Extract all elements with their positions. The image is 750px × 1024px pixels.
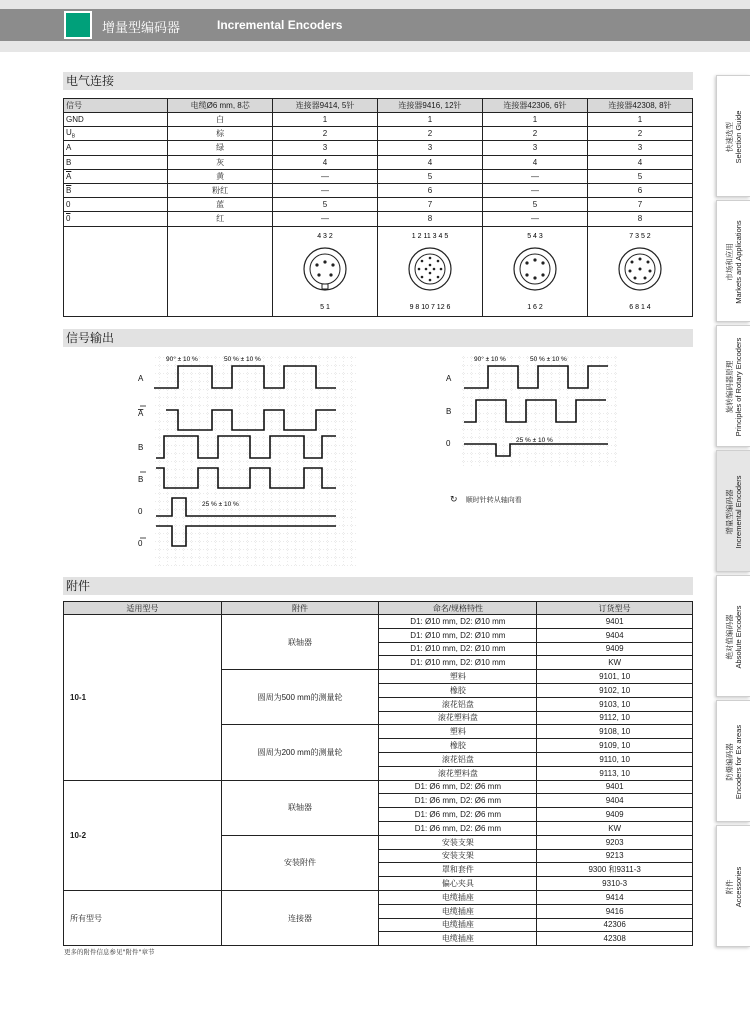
pins-top-9414: 4 3 2 xyxy=(317,233,333,240)
order-code-cell: 9113, 10 xyxy=(537,766,693,780)
connector-9414-diagram xyxy=(275,227,375,313)
cell-text: 棕 xyxy=(216,129,225,139)
footnote: 更多的附件信息参见"附件"章节 xyxy=(64,948,155,956)
pin-cell xyxy=(482,212,587,226)
cell-text: — xyxy=(320,186,329,196)
cell-text: 粉红 xyxy=(212,186,229,196)
pin-cell xyxy=(272,113,377,127)
cell-text: 4 xyxy=(532,157,538,167)
side-tab[interactable] xyxy=(716,325,750,447)
order-code-cell: 9108, 10 xyxy=(537,725,693,739)
col-9414: 连接器9414, 5针 xyxy=(272,99,377,113)
signal-cell xyxy=(64,113,168,127)
pin-cell xyxy=(377,212,482,226)
pin-cell xyxy=(377,155,482,169)
order-code-cell: 9409 xyxy=(537,642,693,656)
side-tab-label xyxy=(725,606,743,669)
section-signal-title: 信号输出 xyxy=(63,329,693,347)
ub-main: U xyxy=(66,127,72,137)
spec-cell: D1: Ø10 mm, D2: Ø10 mm xyxy=(379,615,537,629)
connector-42308 xyxy=(587,226,692,316)
cell-text: 绿 xyxy=(216,143,225,153)
electrical-row xyxy=(64,169,693,183)
electrical-row xyxy=(64,155,693,169)
spec-cell: 滚花塑料盘 xyxy=(379,766,537,780)
duty-label-left: 90° ± 10 % xyxy=(166,356,198,363)
order-code-cell: 9416 xyxy=(537,904,693,918)
pin-cell xyxy=(168,169,273,183)
pin-cell xyxy=(377,127,482,141)
spec-cell: 电缆插座 xyxy=(379,904,537,918)
clockwise-icon: ↻ xyxy=(450,495,458,505)
header-title-zh: 增量型编码器 xyxy=(102,21,181,36)
label-b-right: B xyxy=(446,407,452,416)
connector-9416-diagram xyxy=(380,227,480,313)
pin-cell xyxy=(482,113,587,127)
label-zero: 0 xyxy=(138,507,143,516)
electrical-row xyxy=(64,113,693,127)
col-42308: 连接器42308, 8针 xyxy=(587,99,692,113)
cell-text: 3 xyxy=(427,143,433,153)
tab-label-zh: 快速选型 xyxy=(725,122,734,153)
spec-cell: 塑料 xyxy=(379,725,537,739)
cell-text: 5 xyxy=(322,200,328,210)
signal-cell xyxy=(64,212,168,226)
pins-bottom-9414: 5 1 xyxy=(320,304,330,311)
cell-text: 1 xyxy=(637,115,643,125)
signal-cell xyxy=(64,183,168,197)
spec-cell: 偏心夹具 xyxy=(379,877,537,891)
cell-text: 0 xyxy=(66,214,71,224)
cell-text: 1 xyxy=(322,115,328,125)
cell-text: — xyxy=(530,171,539,181)
cell-text: 1 xyxy=(427,115,433,125)
pin-cell xyxy=(272,198,377,212)
cell-text: 3 xyxy=(532,143,538,153)
pin-cell xyxy=(587,198,692,212)
pins-top-9416: 1 2 11 3 4 5 xyxy=(411,233,449,240)
spec-cell: D1: Ø10 mm, D2: Ø10 mm xyxy=(379,628,537,642)
order-code-cell: 9401 xyxy=(537,780,693,794)
pin-cell xyxy=(377,113,482,127)
signal-diagram-right xyxy=(440,350,620,468)
cell-text: 3 xyxy=(322,143,328,153)
order-code-cell: 9101, 10 xyxy=(537,670,693,684)
model-group: 10-2 xyxy=(64,780,222,890)
label-zero-right: 0 xyxy=(446,439,451,448)
order-code-cell: 9203 xyxy=(537,835,693,849)
col-model: 适用型号 xyxy=(64,602,222,615)
ub-sub: B xyxy=(71,133,76,140)
tab-label-en: Selection Guide xyxy=(734,110,743,164)
pin-cell xyxy=(272,141,377,155)
order-code-cell: 9414 xyxy=(537,890,693,904)
col-cable: 电缆Ø6 mm, 8芯 xyxy=(168,99,273,113)
pin-cell xyxy=(272,183,377,197)
tab-label-zh: 防爆编码器 xyxy=(725,743,734,781)
side-tab-label xyxy=(725,338,743,437)
section-accessories-title: 附件 xyxy=(63,577,693,595)
cell-text: 5 xyxy=(427,171,433,181)
header-title-en: Incremental Encoders xyxy=(217,18,343,32)
col-42306: 连接器42306, 6针 xyxy=(482,99,587,113)
order-code-cell: 9310-3 xyxy=(537,877,693,891)
cell-text: A xyxy=(66,143,72,153)
cell-text: — xyxy=(530,214,539,224)
order-code-cell: 9109, 10 xyxy=(537,739,693,753)
accessory-type: 联轴器 xyxy=(221,615,379,670)
pin-cell xyxy=(377,183,482,197)
order-code-cell: 9300 和9311-3 xyxy=(537,863,693,877)
accessory-row xyxy=(64,780,693,794)
cell-text: 蓝 xyxy=(216,200,225,210)
label-b-bar: B xyxy=(138,475,144,484)
pin-cell xyxy=(272,155,377,169)
pin-cell xyxy=(587,155,692,169)
spec-cell: 滚花铝盘 xyxy=(379,752,537,766)
pins-bottom-42306: 1 6 2 xyxy=(527,304,543,311)
accessory-type: 圆周为200 mm的测量轮 xyxy=(221,725,379,780)
pin-cell xyxy=(272,169,377,183)
pin-cell xyxy=(272,212,377,226)
pin-cell xyxy=(168,141,273,155)
order-code-cell: KW xyxy=(537,821,693,835)
cell-text: 7 xyxy=(427,200,433,210)
side-tab-label xyxy=(725,867,743,907)
pin-cell xyxy=(168,155,273,169)
label-b: B xyxy=(138,443,144,452)
cell-text: 4 xyxy=(637,157,643,167)
pin-cell xyxy=(168,113,273,127)
model-group: 10-1 xyxy=(64,615,222,781)
col-order: 订货型号 xyxy=(537,602,693,615)
tab-label-zh: 绝对值编码器 xyxy=(725,614,734,660)
pin-cell xyxy=(377,198,482,212)
electrical-header-row xyxy=(64,99,693,113)
connector-9416 xyxy=(377,226,482,316)
spec-cell: 安装支架 xyxy=(379,835,537,849)
cell-text: 8 xyxy=(637,214,643,224)
zero-label-left: 25 % ± 10 % xyxy=(202,501,239,508)
spec-cell: 安装支架 xyxy=(379,849,537,863)
order-code-cell: 9213 xyxy=(537,849,693,863)
connector-42306-diagram xyxy=(485,227,585,313)
side-tab[interactable] xyxy=(716,75,750,197)
pin-cell xyxy=(482,155,587,169)
cell-text: 白 xyxy=(216,115,225,125)
tab-label-zh: 附件 xyxy=(725,879,734,895)
electrical-row xyxy=(64,198,693,212)
cell-text: 黄 xyxy=(216,171,225,181)
cell-text: 红 xyxy=(216,214,225,224)
cell-text: 7 xyxy=(637,200,643,210)
spec-cell: 滚花铝盘 xyxy=(379,697,537,711)
electrical-row xyxy=(64,212,693,226)
cell-text: 2 xyxy=(532,129,538,139)
signal-cell xyxy=(64,141,168,155)
pin-cell xyxy=(587,127,692,141)
pin-cell xyxy=(168,212,273,226)
section-electrical-title: 电气连接 xyxy=(63,72,693,90)
label-a-bar: A xyxy=(138,409,144,418)
zero-label-right: 25 % ± 10 % xyxy=(516,437,553,444)
accessories-header-row xyxy=(64,602,693,615)
pin-cell xyxy=(587,183,692,197)
tab-label-zh: 旋转编码器原理 xyxy=(725,360,734,414)
connector-diagram-row xyxy=(64,226,693,316)
pin-cell xyxy=(482,198,587,212)
cell-text: 5 xyxy=(637,171,643,181)
pin-cell xyxy=(482,183,587,197)
pin-cell xyxy=(587,141,692,155)
pins-top-42308: 7 3 5 2 xyxy=(629,233,651,240)
side-tab[interactable] xyxy=(716,825,750,947)
order-code-cell: 9404 xyxy=(537,628,693,642)
pin-cell xyxy=(482,169,587,183)
side-tab-label xyxy=(725,111,743,164)
cell-text: — xyxy=(320,214,329,224)
spec-cell: D1: Ø6 mm, D2: Ø6 mm xyxy=(379,821,537,835)
spec-cell: 橡胶 xyxy=(379,683,537,697)
tab-label-en: Incremental Encoders xyxy=(734,475,743,549)
cell-text: 5 xyxy=(532,200,538,210)
cell-text: $\overline{A}$ xyxy=(66,171,72,181)
tab-label-en: Accessories xyxy=(734,866,743,908)
spec-cell: D1: Ø10 mm, D2: Ø10 mm xyxy=(379,642,537,656)
side-tab-label xyxy=(725,476,743,549)
pin-cell xyxy=(168,183,273,197)
page-header xyxy=(0,0,750,52)
pin-cell xyxy=(482,141,587,155)
pin-cell xyxy=(377,169,482,183)
spec-cell: 罩和套件 xyxy=(379,863,537,877)
cell-text: 2 xyxy=(427,129,433,139)
col-spec: 命名/规格特性 xyxy=(379,602,537,615)
connector-42306 xyxy=(482,226,587,316)
pin-cell xyxy=(587,169,692,183)
cell-text: 4 xyxy=(427,157,433,167)
pins-bottom-9416: 9 8 10 7 12 6 xyxy=(409,304,451,311)
cell-text: 2 xyxy=(322,129,328,139)
signal-diagram-left xyxy=(128,350,358,568)
spec-cell: D1: Ø6 mm, D2: Ø6 mm xyxy=(379,794,537,808)
accessory-type: 圆周为500 mm的测量轮 xyxy=(221,670,379,725)
rotation-note-text: 顺时针转从轴向看 xyxy=(465,496,522,504)
cell-text: 1 xyxy=(532,115,538,125)
half-label-right: 50 % ± 10 % xyxy=(530,356,567,363)
order-code-cell: 42308 xyxy=(537,932,693,946)
accessories-table xyxy=(63,601,693,946)
spec-cell: 塑料 xyxy=(379,670,537,684)
pin-cell xyxy=(482,127,587,141)
side-tab[interactable] xyxy=(716,575,750,697)
pin-cell xyxy=(168,198,273,212)
col-signal: 信号 xyxy=(64,99,168,113)
side-tab-label xyxy=(725,220,743,303)
electrical-table xyxy=(63,98,693,317)
cell-text: 4 xyxy=(322,157,328,167)
cell-text: 8 xyxy=(427,214,433,224)
pin-cell xyxy=(377,141,482,155)
side-tab-label xyxy=(725,725,743,799)
tab-label-en: Principles of Rotary Encoders xyxy=(734,337,743,437)
cell-text: B xyxy=(66,157,72,167)
pins-top-42306: 5 4 3 xyxy=(527,233,543,240)
electrical-row xyxy=(64,127,693,141)
cell-text: 3 xyxy=(637,143,643,153)
order-code-cell: 9103, 10 xyxy=(537,697,693,711)
cell-text: GND xyxy=(66,115,84,125)
cell-text: 6 xyxy=(427,186,433,196)
cell-text: — xyxy=(320,171,329,181)
spec-cell: 滚花塑料盘 xyxy=(379,711,537,725)
half-label-left: 50 % ± 10 % xyxy=(224,356,261,363)
pins-bottom-42308: 6 8 1 4 xyxy=(629,304,651,311)
spec-cell: D1: Ø6 mm, D2: Ø6 mm xyxy=(379,808,537,822)
accessory-type: 连接器 xyxy=(221,890,379,945)
order-code-cell: KW xyxy=(537,656,693,670)
signal-cell xyxy=(64,198,168,212)
order-code-cell: 9401 xyxy=(537,615,693,629)
signal-cell xyxy=(64,127,168,141)
spec-cell: 橡胶 xyxy=(379,739,537,753)
pin-cell xyxy=(168,127,273,141)
connector-9414 xyxy=(272,226,377,316)
cell-text: 6 xyxy=(637,186,643,196)
rotation-note xyxy=(450,495,522,505)
accessory-type: 安装附件 xyxy=(221,835,379,890)
col-accessory: 附件 xyxy=(221,602,379,615)
order-code-cell: 9404 xyxy=(537,794,693,808)
signal-cell xyxy=(64,155,168,169)
spec-cell: D1: Ø6 mm, D2: Ø6 mm xyxy=(379,780,537,794)
cell-text: 灰 xyxy=(216,157,225,167)
tab-label-en: Encoders for Ex areas xyxy=(734,724,743,800)
spec-cell: 电缆插座 xyxy=(379,932,537,946)
cell-text: 0 xyxy=(66,200,71,210)
order-code-cell: 9112, 10 xyxy=(537,711,693,725)
tab-label-en: Markets and Applications xyxy=(734,220,743,304)
tab-label-en: Absolute Encoders xyxy=(734,605,743,669)
col-9416: 连接器9416, 12针 xyxy=(377,99,482,113)
order-code-cell: 9409 xyxy=(537,808,693,822)
cell-text: $\overline{B}$ xyxy=(66,186,72,196)
tab-label-zh: 增量型编码器 xyxy=(725,489,734,535)
spec-cell: D1: Ø10 mm, D2: Ø10 mm xyxy=(379,656,537,670)
accessory-row xyxy=(64,615,693,629)
tab-label-zh: 市场和应用 xyxy=(725,243,734,281)
electrical-row xyxy=(64,141,693,155)
label-a-right: A xyxy=(446,374,452,383)
connector-42308-diagram xyxy=(590,227,690,313)
accessory-type: 联轴器 xyxy=(221,780,379,835)
order-code-cell: 9110, 10 xyxy=(537,752,693,766)
signal-cell xyxy=(64,169,168,183)
accessory-row xyxy=(64,890,693,904)
side-tab[interactable] xyxy=(716,450,750,572)
side-tab[interactable] xyxy=(716,200,750,322)
model-group: 所有型号 xyxy=(64,890,222,945)
cell-text: — xyxy=(530,186,539,196)
logo-square xyxy=(64,11,92,39)
cell-text: 2 xyxy=(637,129,643,139)
pin-cell xyxy=(272,127,377,141)
label-a: A xyxy=(138,374,144,383)
pin-cell xyxy=(587,113,692,127)
duty-label-right: 90° ± 10 % xyxy=(474,356,506,363)
pin-cell xyxy=(587,212,692,226)
order-code-cell: 42306 xyxy=(537,918,693,932)
side-tab[interactable] xyxy=(716,700,750,822)
order-code-cell: 9102, 10 xyxy=(537,683,693,697)
spec-cell: 电缆插座 xyxy=(379,890,537,904)
electrical-row xyxy=(64,183,693,197)
label-zero-bar: 0 xyxy=(138,539,143,548)
spec-cell: 电缆插座 xyxy=(379,918,537,932)
